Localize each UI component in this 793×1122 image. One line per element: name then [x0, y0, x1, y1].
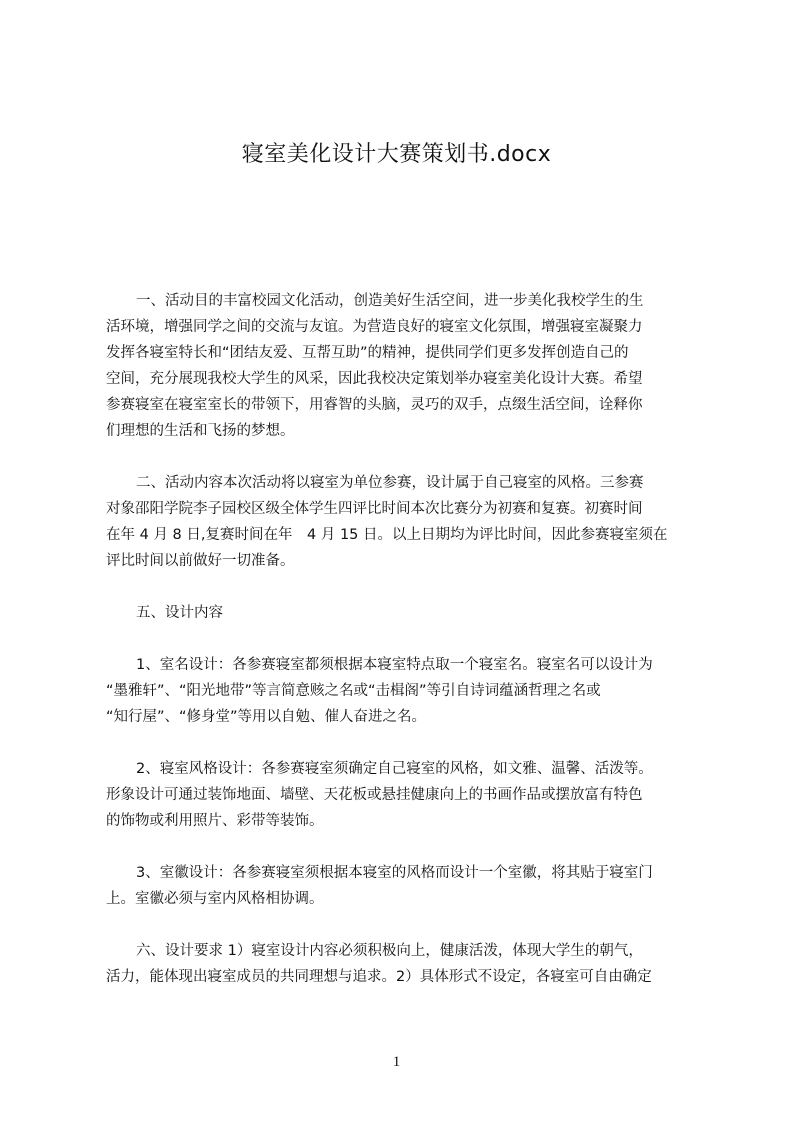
- text-line: 的饰物或利用照片、彩带等装饰。: [106, 813, 324, 829]
- page-number: 1: [392, 1054, 401, 1070]
- text-line: 六、设计要求 1）寝室设计内容必须积极向上，健康活泼，体现大学生的朝气，: [136, 943, 643, 959]
- text-line: 评比时间以前做好一切准备。: [106, 553, 295, 569]
- paragraph-design-requirements: [106, 938, 706, 990]
- paragraph-room-name-design: [106, 652, 706, 730]
- page-title: 寝室美化设计大赛策划书.docx: [241, 142, 552, 167]
- paragraph-room-emblem-design: [106, 860, 706, 912]
- text-line: 上。室徽必须与室内风格相协调。: [106, 891, 324, 907]
- text-line: 五、设计内容: [136, 605, 223, 621]
- text-line: 对象邵阳学院李子园校区级全体学生四评比时间本次比赛分为初赛和复赛。初赛时间: [106, 501, 643, 517]
- paragraph-activity-content: [106, 470, 706, 574]
- paragraph-activity-purpose: [106, 288, 706, 444]
- text-line: 二、活动内容本次活动将以寝室为单位参赛，设计属于自己寝室的风格。三参赛: [136, 475, 644, 491]
- text-line: 发挥各寝室特长和“团结友爱、互帮互助”的精神，提供同学们更多发挥创造自己的: [106, 345, 629, 361]
- text-line: 一、活动目的丰富校园文化活动，创造美好生活空间，进一步美化我校学生的生: [136, 293, 644, 309]
- text-line: “知行屋”、“修身堂”等用以自勉、催人奋进之名。: [106, 709, 427, 725]
- section-heading-design-content: [106, 600, 706, 626]
- paragraph-room-style-design: [106, 756, 706, 834]
- text-line: 活环境，增强同学之间的交流与友谊。为营造良好的寝室文化氛围，增强寝室凝聚力: [106, 319, 643, 335]
- text-line: 们理想的生活和飞扬的梦想。: [106, 423, 295, 439]
- document-body: [106, 288, 706, 1016]
- text-line: 2、寝室风格设计：各参赛寝室须确定自己寝室的风格，如文雅、温馨、活泼等。: [136, 761, 653, 777]
- text-line: 在年 4 月 8 日,复赛时间在年 4 月 15 日。以上日期均为评比时间，因此参赛寝室须在: [106, 527, 668, 543]
- text-line: 3、室徽设计：各参赛寝室须根据本寝室的风格而设计一个室徽，将其贴于寝室门: [136, 865, 653, 881]
- text-line: 参赛寝室在寝室室长的带领下，用睿智的头脑，灵巧的双手，点缀生活空间，诠释你: [106, 397, 643, 413]
- text-line: 1、室名设计：各参赛寝室都须根据本寝室特点取一个寝室名。寝室名可以设计为: [136, 657, 653, 673]
- text-line: “墨雅轩”、“阳光地带”等言简意赅之名或“击楫阁”等引自诗词蕴涵哲理之名或: [106, 683, 601, 699]
- text-line: 空间，充分展现我校大学生的风采，因此我校决定策划举办寝室美化设计大赛。希望: [106, 371, 643, 387]
- text-line: 形象设计可通过装饰地面、墙壁、天花板或悬挂健康向上的书画作品或摆放富有特色: [106, 787, 643, 803]
- text-line: 活力，能体现出寝室成员的共同理想与追求。2）具体形式不设定，各寝室可自由确定: [106, 969, 652, 985]
